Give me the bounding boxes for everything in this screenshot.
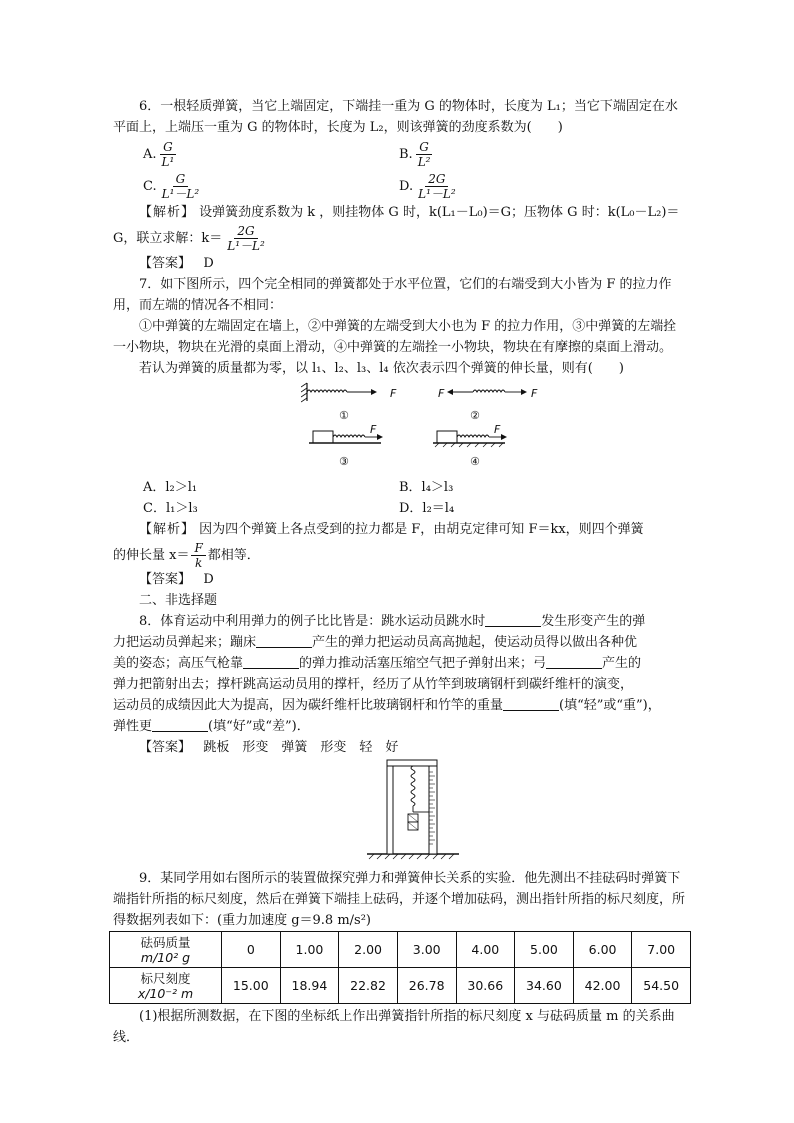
- table-cell: 6.00: [573, 932, 632, 968]
- table-cell: 30.66: [456, 968, 515, 1004]
- table-cell: 0: [222, 932, 281, 968]
- q6-options-ab: [113, 138, 685, 170]
- q6-analysis-cont: G，联立求解：k＝ $\frac{2G}{\text{L¹－L²}}$: [113, 223, 265, 253]
- table-row: [110, 932, 691, 968]
- table-cell: 5.00: [515, 932, 574, 968]
- q7-option-b: B．l₄＞l₃: [399, 480, 454, 495]
- q6-analysis: 【解析】 设弹簧劲度系数为 k ，则挂物体 G 时，k(L₁－L₀)＝G；压物体 G 时：k(L₀－L₂)＝: [139, 205, 680, 220]
- q8-blank-4[interactable]: [546, 655, 602, 669]
- spring-figure-3: [309, 425, 389, 451]
- fig3-label: ③: [339, 455, 349, 468]
- table-cell: 22.82: [339, 968, 398, 1004]
- spring-scale-apparatus: [367, 758, 459, 864]
- q8-stem: 8．体育运动中利用弹力的例子比比皆是：跳水运动员跳水时 发生形变产生的弹: [139, 614, 646, 629]
- q7-analysis: 【解析】 因为四个弹簧上各点受到的拉力都是 F，由胡克定律可知 F＝kx，则四个弹簧: [139, 522, 644, 537]
- q8-blank-3[interactable]: [243, 655, 299, 669]
- q7-stem3: 若认为弹簧的质量都为零，以 l₁、l₂、l₃、l₄ 依次表示四个弹簧的伸长量，则有( ): [139, 361, 624, 376]
- q8-blank-5[interactable]: [503, 697, 559, 711]
- q7-options-cd: [113, 498, 685, 519]
- spring-figure-1: [301, 381, 385, 403]
- q7-option-d: D．l₂＝l₄: [399, 501, 455, 516]
- q6-options-cd: [113, 170, 685, 202]
- fig1-force-label: F: [390, 387, 397, 400]
- q7-stem1: 7．如下图所示，四个完全相同的弹簧都处于水平位置，它们的右端受到大小皆为 F 的拉力作用，而左端的情况各不相同：: [113, 277, 672, 313]
- q8-blank-1[interactable]: [485, 613, 541, 627]
- q7-option-c: C．l₁＞l₃: [143, 501, 198, 516]
- q6-answer: 【答案】 D: [139, 256, 214, 271]
- table-cell: 15.00: [222, 968, 281, 1004]
- table-header-scale: 标尺刻度 x/10⁻² m: [110, 968, 222, 1004]
- q6-option-b: B. $\frac{G}{\text{L²}}$: [399, 139, 431, 169]
- q8-blank-6[interactable]: [152, 718, 208, 732]
- q8-blank-2[interactable]: [256, 634, 312, 648]
- fig1-label: ①: [339, 409, 349, 422]
- spring-figures: [113, 379, 685, 549]
- page-content: 6．一根轻质弹簧，当它上端固定，下端挂一重为 G 的物体时，长度为 L₁；当它下端固定在水平面上，上端压一重为 G 的物体时，长度为 L₂，则该弹簧的劲度系数为( ) A. $\frac{G}{\text{L¹}}$ B. $\frac{G}{\text{L²}}$ C. $\frac{G}{\text{L¹－L²}}$ D. $\frac{2G}{\text{L¹－L²}}$ 【解析】 设弹簧劲度系数为 k ，则挂物体 G 时，k(L₁－L₀)＝G；压物体 G 时：k(L₀－L₂)＝ G，联立求解：k＝ $\frac{2G}{\text{L¹－L²}}$ 【答案】 D 7．如下图所示，四个完全相同的弹簧都处于水平位置，它们的右端受到大小皆为 F 的拉力作用，而左端的情况各不相同： ①中弹簧的左端固定在墙上，②中弹簧的左端受到大小也为 F 的拉力作用，③中弹簧的左端拴一小物块，物块在光滑的桌面上滑动，④中弹簧的左端拴一小物块，物块在有摩擦的桌面上滑动。 若认为弹簧的质量都为零，以 l₁、l₂、l₃、l₄ 依次表示四个弹簧的伸长量，则有( ) F ① F F ② F ③ F ④ A．l₂＞l₁ B．l₄＞l₃ C．l₁＞l₃ D．l₂＝l₄ 【解析】 因为四个弹簧上各点受到的拉力都是 F，由胡克定律可知 F＝kx，则四个弹簧 的伸长量 x＝ $\frac{F}{k}$ 都相等． 【答案】 D 二、非选择题 8．体育运动中利用弹力的例子比比皆是：跳水运动员跳水时 发生形变产生的弹 力把运动员弹起来；蹦床 产生的弹力把运动员高高抛起，使运动员得以做出各种优 美的姿态；高压气枪靠 的弹力推动活塞压缩空气把子弹射出来；弓 产生的 弹力把箭射出去；撑杆跳高运动员用的撑杆，经历了从竹竿到玻璃钢杆到碳纤维杆的演变， 运动员的成绩因此大为提高，因为碳纤维杆比玻璃钢杆和竹竿的重量 (填“轻”或“重”)， 弹性更 (填“好”或“差”)． 【答案】 跳板 形变 弹簧 形变 轻 好 9．某同学用如右图所示的装置做探究弹力和弹簧伸长关系的实验．他先测出不挂砝码时弹簧下端指针所指的标尺刻度，然后在弹簧下端挂上砝码，并逐个增加砝码，测出指针所指的标尺刻度，所得数据列表如下：(重力加速度 g＝9.8 m/s²) 砝码质量 m/10² g 0 1.00 2.00 3.00 4.00 5.00 6.00 7.00 标尺刻度 x/10⁻² m 15.00 18.94 22.82 26.78 30.66 34.60 42.00 54.50 (1)根据所测数据，在下图的坐标纸上作出弹簧指针所指的标尺刻度 x 与砝码质量 m 的关系曲线．: [113, 96, 685, 1048]
- q9-stem: 9．某同学用如右图所示的装置做探究弹力和弹簧伸长关系的实验．他先测出不挂砝码时弹簧下端指针所指的标尺刻度，然后在弹簧下端挂上砝码，并逐个增加砝码，测出指针所指的标尺刻度，所得数据列表如下：(重力加速度 g＝9.8 m/s²): [113, 871, 686, 928]
- table-cell: 2.00: [339, 932, 398, 968]
- spring-figure-2: [447, 381, 531, 403]
- table-cell: 1.00: [280, 932, 339, 968]
- fig4-force-label: F: [494, 423, 501, 436]
- fig3-force-label: F: [370, 423, 377, 436]
- q6-option-a: A. $\frac{G}{\text{L¹}}$: [143, 139, 175, 169]
- q7-stem2: ①中弹簧的左端固定在墙上，②中弹簧的左端受到大小也为 F 的拉力作用，③中弹簧的左端拴一小物块，物块在光滑的桌面上滑动，④中弹簧的左端拴一小物块，物块在有摩擦的桌面上滑动。: [113, 319, 677, 355]
- table-cell: 42.00: [573, 968, 632, 1004]
- fig2-label: ②: [470, 409, 480, 422]
- table-cell: 3.00: [397, 932, 456, 968]
- table-row: [110, 968, 691, 1004]
- q6-stem: 6．一根轻质弹簧，当它上端固定，下端挂一重为 G 的物体时，长度为 L₁；当它下端固定在水平面上，上端压一重为 G 的物体时，长度为 L₂，则该弹簧的劲度系数为( ): [113, 99, 678, 135]
- spring-figure-4: [433, 425, 513, 451]
- table-cell: 4.00: [456, 932, 515, 968]
- table-cell: 18.94: [280, 968, 339, 1004]
- fig2-left-force-label: F: [438, 387, 445, 400]
- q9-part1: (1)根据所测数据，在下图的坐标纸上作出弹簧指针所指的标尺刻度 x 与砝码质量 m 的关系曲线．: [113, 1009, 675, 1045]
- table-cell: 54.50: [632, 968, 691, 1004]
- q7-answer: 【答案】 D: [139, 572, 214, 587]
- q6-option-c: C. $\frac{G}{\text{L¹－L²}}$: [143, 171, 200, 201]
- apparatus-figure: [113, 758, 685, 864]
- table-cell: 26.78: [397, 968, 456, 1004]
- section-heading: 二、非选择题: [139, 593, 218, 608]
- q7-options-ab: [113, 477, 685, 498]
- table-header-mass: 砝码质量 m/10² g: [110, 932, 222, 968]
- q6-option-d: D. $\frac{2G}{\text{L¹－L²}}$: [399, 171, 456, 201]
- table-cell: 34.60: [515, 968, 574, 1004]
- q7-option-a: A．l₂＞l₁: [143, 480, 198, 495]
- table-cell: 7.00: [632, 932, 691, 968]
- data-table: [109, 931, 691, 1004]
- q7-analysis-cont: 的伸长量 x＝ $\frac{F}{k}$ 都相等．: [113, 540, 260, 570]
- fig2-right-force-label: F: [531, 387, 538, 400]
- fig4-label: ④: [470, 455, 480, 468]
- q8-answer: 【答案】 跳板 形变 弹簧 形变 轻 好: [139, 740, 399, 755]
